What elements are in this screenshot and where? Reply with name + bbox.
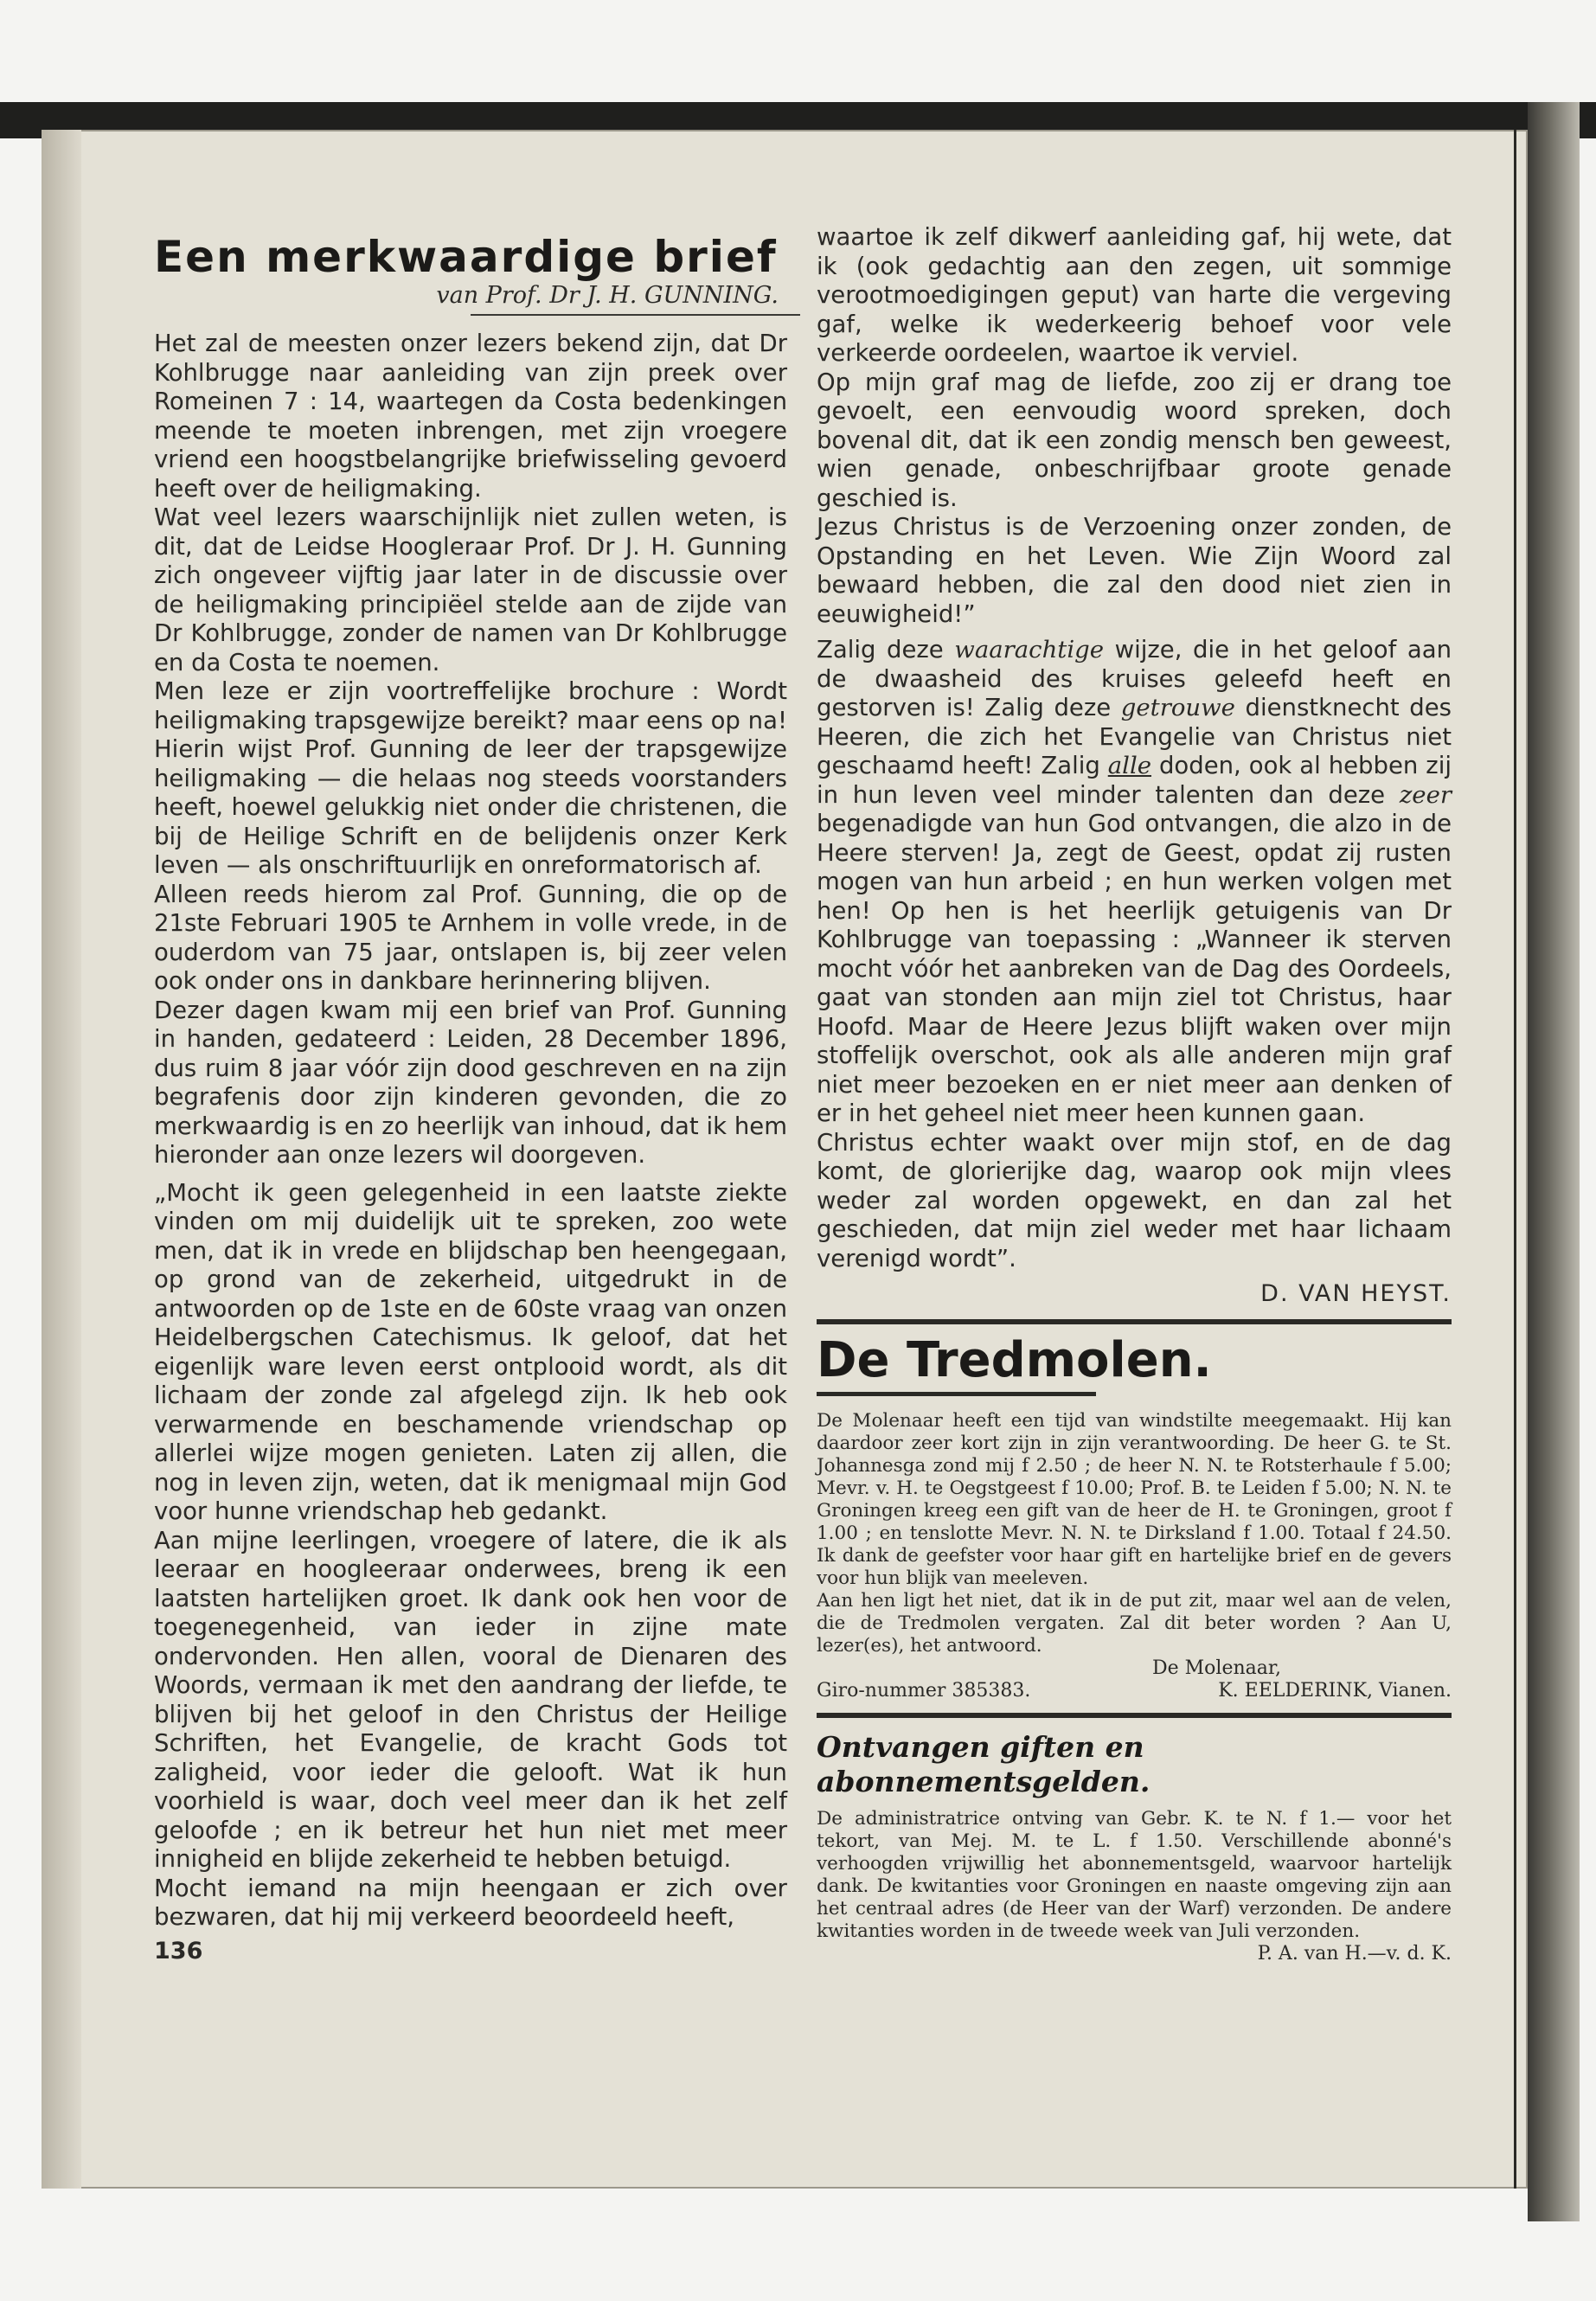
article-paragraph: Alleen reeds hierom zal Prof. Gunning, die op de 21ste Februari 1905 te Arnhem in volle vrede, in de ouderdom van 75 jaar, ontslapen is, bij zeer velen ook onder ons in dankbare herinnering blijven. bbox=[154, 880, 787, 995]
page-gutter bbox=[42, 130, 81, 2189]
letter-paragraph: Op mijn graf mag de liefde, zoo zij er drang toe gevoelt, een eenvoudig woord spreken, doch bovenal dit, dat ik een zondig mensch ben geweest, wien genade, onbeschrijfbaar groote genade geschied is. bbox=[817, 368, 1452, 512]
spine-shadow bbox=[1528, 102, 1580, 2221]
tredmolen-text: De Molenaar heeft een tijd van windstilte meegemaakt. Hij kan daardoor zeer kort zijn in zijn verantwoording. De heer G. te St. Johannesga zond mij f 2.50 ; de heer N. N. te Rotsterhaule f 5.00; Mevr. v. H. te Oegstgeest f 10.00; Prof. B. te Leiden f 5.00; N. N. te Groningen kreeg een gift van de heer de H. te Groningen, groot f 1.00 ; en tenslotte Mevr. N. N. te Dirksland f 1.00. Totaal f 24.50. Ik dank de geefster voor haar gift en hartelijke brief en de gevers voor hun blijk van meeleven. bbox=[817, 1410, 1452, 1589]
spine-line bbox=[1514, 130, 1516, 2189]
article-body bbox=[154, 330, 787, 1932]
article-signature: D. VAN HEYST. bbox=[1260, 1280, 1452, 1307]
tredmolen-sign-title: De Molenaar, bbox=[1152, 1657, 1281, 1679]
closing-paragraph bbox=[817, 636, 1452, 1129]
closing-text: wijze, die in het geloof aan de dwaasheid des kruises geleefd heeft en gestorven is! Zalig deze bbox=[817, 636, 1452, 721]
tredmolen-body bbox=[817, 1410, 1452, 1657]
tredmolen-text: Aan hen ligt het niet, dat ik in de put zit, maar wel aan de velen, die de Tredmolen vergaten. Zal dit beter worden ? Aan U, lezer(es), het antwoord. bbox=[817, 1590, 1452, 1657]
emphasis-getrouwe: getrouwe bbox=[1120, 694, 1235, 721]
article-paragraph: Men leze er zijn voortreffelijke brochure : Wordt heiligmaking trapsgewijze bereikt? maar eens op na! Hierin wijst Prof. Gunning de leer der trapsgewijze heiligmaking — die helaas nog steeds voorstanders heeft, hoewel gelukkig niet onder die christenen, die bij de Heilige Schrift en de belijdenis onzer Kerk leven — als onschriftuurlijk en onreformatorisch af. bbox=[154, 677, 787, 879]
giro-number: Giro-nummer 385383. bbox=[817, 1680, 1031, 1702]
article-continuation bbox=[817, 223, 1452, 1273]
closing-text: Zalig deze bbox=[817, 636, 955, 663]
letter-paragraph: Jezus Christus is de Verzoening onzer zonden, de Opstanding en het Leven. Wie Zijn Woord zal bewaard hebben, die zal den dood niet zien in eeuwigheid!” bbox=[817, 513, 1452, 628]
right-column bbox=[817, 223, 1452, 1965]
gifts-title: Ontvangen giften en abonnementsgelden. bbox=[817, 1730, 1151, 1798]
article-paragraph: Dezer dagen kwam mij een brief van Prof. Gunning in handen, gedateerd : Leiden, 28 December 1896, dus ruim 8 jaar vóór zijn dood geschreven en na zijn begrafenis door zijn kinderen gevonden, die zo merkwaardig is en zo heerlijk van inhoud, dat ik hem hieronder aan onze lezers wil doorgeven. bbox=[154, 996, 787, 1169]
section-divider bbox=[817, 1319, 1452, 1324]
emphasis-alle: alle bbox=[1107, 752, 1152, 779]
letter-paragraph: Mocht iemand na mijn heengaan er zich over bezwaren, dat hij mij verkeerd beoordeeld heeft, bbox=[154, 1874, 787, 1931]
section-divider bbox=[817, 1713, 1452, 1718]
closing-text: dienstknecht des Heeren, die zich het Evangelie van Christus niet geschaamd heeft! Zalig bbox=[817, 694, 1452, 779]
letter-paragraph: Aan mijne leerlingen, vroegere of latere, die ik als leeraar en hoogleeraar onderwees, breng ik een laatsten hartelijken groet. Ik dank ook hen voor de toegenegenheid, van ieder in zijne mate ondervonden. Hen allen, vooral de Dienaren des Woords, vermaan ik met den aandrang der liefde, te blijven bij het geloof in den Christus der Heilige Schriften, het Evangelie, de kracht Gods tot zaligheid, voor ieder die gelooft. Wat ik hun voorhield is waar, doch veel meer dan ik het zelf geloofde ; en ik betreur het hun niet met meer innigheid en blijde zekerheid te hebben betuigd. bbox=[154, 1526, 787, 1873]
gifts-text: De administratrice ontving van Gebr. K. te N. f 1.— voor het tekort, van Mej. M. te L. f 1.50. Verschillende abonné's verhoogden vrijwillig het abonnementsgeld, waarvoor hartelijk dank. De kwitanties voor Groningen en naaste omgeving zijn aan het centraal adres (de Heer van der Warf) verzonden. De andere kwitanties worden in de tweede week van Juli verzonden. bbox=[817, 1808, 1452, 1942]
tredmolen-title: De Tredmolen. bbox=[817, 1332, 1212, 1388]
byline-rule bbox=[471, 314, 800, 316]
letter-paragraph: „Mocht ik geen gelegenheid in een laatste ziekte vinden om mij duidelijk uit te spreken, zoo wete men, dat ik in vrede en blijdschap ben heengegaan, op grond van de zekerheid, uitgedrukt in de antwoorden op de 1ste en de 60ste vraag van onzen Heidelbergschen Catechismus. Ik geloof, dat het eigenlijk ware leven eerst ontplooid wordt, als dit lichaam der zonde zal afgelegd zijn. Ik heb ook verwarmende en beschamende vriendschap op allerlei wijze mogen genieten. Laten zij allen, die nog in leven zijn, weten, dat ik menigmaal mijn God voor hunne vriendschap heb gedankt. bbox=[154, 1178, 787, 1525]
letter-paragraph: waartoe ik zelf dikwerf aanleiding gaf, hij wete, dat ik (ook gedachtig aan den zegen, uit sommige verootmoedigingen geput) van harte die vergeving gaf, welke ik wederkeerig behoef voor vele verkeerde oordeelen, waartoe ik verviel. bbox=[817, 223, 1452, 367]
closing-paragraph: Christus echter waakt over mijn stof, en de dag komt, de glorierijke dag, waarop ook mijn vlees weder zal worden opgewekt, en dan zal het geschieden, dat mijn ziel weder met haar lichaam verenigd wordt”. bbox=[817, 1128, 1452, 1272]
article-title: Een merkwaardige brief bbox=[154, 232, 778, 282]
tredmolen-sign-row bbox=[817, 1680, 1452, 1702]
tredmolen-rule bbox=[817, 1392, 1096, 1396]
article-paragraph: Het zal de meesten onzer lezers bekend zijn, dat Dr Kohlbrugge naar aanleiding van zijn preek over Romeinen 7 : 14, waartegen da Costa bedenkingen meende te moeten inbrengen, met zijn vroegere vriend een hoogstbelangrijke briefwisseling gevoerd heeft over de heiligmaking. bbox=[154, 330, 787, 503]
page-number: 136 bbox=[154, 1937, 203, 1965]
article-byline: van Prof. Dr J. H. GUNNING. bbox=[436, 282, 779, 309]
emphasis-zeer: zeer bbox=[1399, 780, 1452, 809]
closing-text: doden, ook al hebben zij in hun leven veel minder talenten dan deze bbox=[817, 752, 1452, 809]
gifts-body bbox=[817, 1808, 1452, 1943]
tredmolen-sign-name: K. EELDERINK, Vianen. bbox=[1218, 1680, 1452, 1702]
gifts-sign: P. A. van H.—v. d. K. bbox=[1257, 1943, 1452, 1965]
gifts-sign-row bbox=[817, 1943, 1452, 1965]
article-paragraph: Wat veel lezers waarschijnlijk niet zullen weten, is dit, dat de Leidse Hoogleraar Prof. Dr J. H. Gunning zich ongeveer vijftig jaar later in de discussie over de heiligmaking principiëel stelde aan de zijde van Dr Kohlbrugge, zonder de namen van Dr Kohlbrugge en da Costa te noemen. bbox=[154, 503, 787, 676]
emphasis-waarachtige: waarachtige bbox=[954, 636, 1105, 663]
closing-text: begenadigde van hun God ontvangen, die alzo in de Heere sterven! Ja, zegt de Geest, opdat zij rusten mogen van hun arbeid ; en hun werken volgen met hen! Op hen is het heerlijk getuigenis van Dr Kohlbrugge van toepassing : „Wanneer ik sterven mocht vóór het aanbreken van de Dag des Oordeels, gaat van stonden aan mijn ziel tot Christus, haar Hoofd. Maar de Heere Jezus blijft waken over mijn stoffelijk overschot, ook als alle anderen mijn graf niet meer bezoeken en er niet meer aan denken of er in het geheel niet meer heen kunnen gaan. bbox=[817, 810, 1452, 1127]
left-column bbox=[154, 223, 787, 1965]
